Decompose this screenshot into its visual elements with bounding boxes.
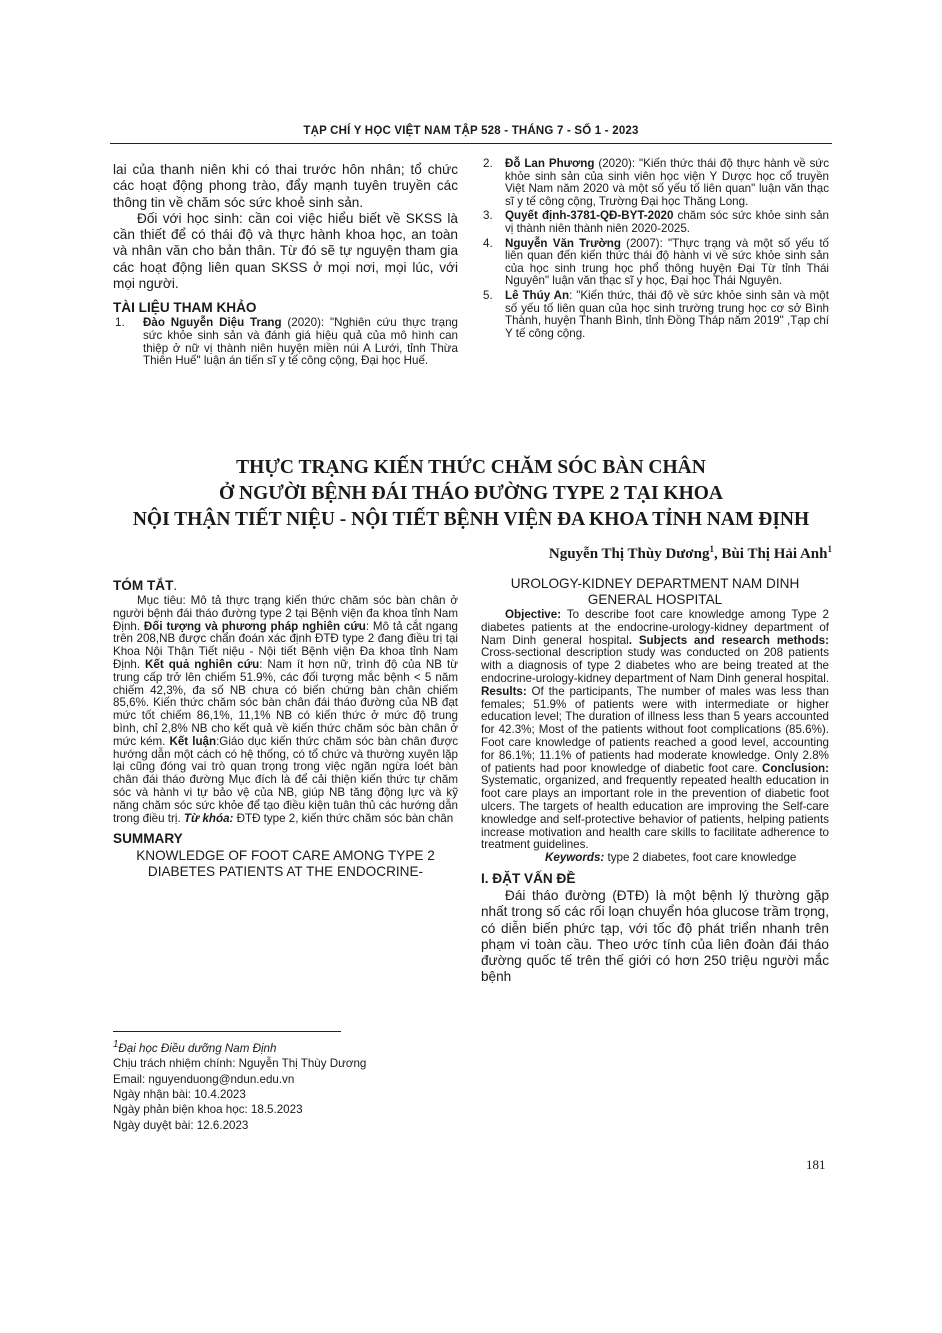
author-2-affiliation: 1 — [827, 544, 832, 554]
reference-detail: : "Kiến thức, thái độ về sức khỏe sinh sản và một số yếu tố liên quan của học sinh trường trung học cơ sở Bình Thành, huyện Thanh Bình, tỉnh Đồng Tháp năm 2019" ,Tạp chí Y tế công cộng. — [505, 288, 829, 340]
abstract-conclusion: :Giáo dục kiến thức chăm sóc bàn chân được hướng dẫn một cách có hệ thống, có tổ chức và thường xuyên lặp lại cũng đóng vai trò quan trọng trong việc ngăn ngừa loét bàn chân đái tháo đường Mục đích là để cải thiện kiến thức tự chăm sóc và hành vi tự bảo vệ của NB, giúp NB tăng động lực và kỹ năng chăm sóc sức khỏe để tạo điều kiện tuân thủ các hướng dẫn trong điều trị. — [113, 734, 458, 825]
reference-number: 4. — [483, 236, 493, 250]
reference-item — [481, 158, 829, 208]
reference-text — [505, 238, 829, 288]
intro-heading: I. ĐẶT VẤN ĐỀ — [481, 870, 576, 886]
reference-text — [505, 210, 829, 235]
reference-item — [481, 210, 829, 235]
summary-title-part-2: UROLOGY-KIDNEY DEPARTMENT NAM DINH GENERAL HOSPITAL — [510, 576, 800, 607]
summary-title-part-1: KNOWLEDGE OF FOOT CARE AMONG TYPE 2 DIABETES PATIENTS AT THE ENDOCRINE- — [136, 848, 435, 880]
prev-article-right — [481, 158, 829, 342]
reference-detail: (2020): "Kiến thức thái độ thực hành về sức khỏe sinh sản của sinh viên học viện Y Dược học cổ truyền Việt Nam năm 2020 và một số yếu tố liên quan" luận văn thạc sĩ y tế công cộng, Trường Đại học Thăng Long. — [505, 157, 829, 208]
summary-keywords: type 2 diabetes, foot care knowledge — [604, 851, 797, 865]
reference-number: 1. — [115, 316, 125, 330]
reference-text — [143, 317, 458, 367]
summary-objective: To describe foot care knowledge among Type 2 diabetes patients at the endocrine-urology-kidney department of Nam Dinh general hospital — [481, 608, 829, 647]
summary-methods: Cross-sectional description study was conducted on 208 patients with a diagnosis of type 2 diabetes who are being treated at the endocrine-urology-kidney department of Nam Dinh general hospital. — [481, 646, 830, 685]
label-keywords-en: Keywords: — [545, 851, 605, 865]
title-line-3: NỘI THẬN TIẾT NIỆU - NỘI TIẾT BỆNH VIỆN ĐA KHOA TỈNH NAM ĐỊNH — [132, 509, 810, 530]
label-methods: Đối tượng và phương pháp nghiên cứu — [143, 619, 366, 633]
footnote-received: Ngày nhận bài: 10.4.2023 — [113, 1088, 246, 1102]
reference-author: Nguyễn Văn Trường — [505, 236, 621, 250]
label-methods-en: . Subjects and research methods: — [628, 633, 829, 647]
references-title: TÀI LIỆU THAM KHẢO — [113, 300, 257, 316]
footnotes — [113, 1037, 458, 1133]
reference-detail: chăm sóc sức khỏe sinh sản vị thành niên thành niên 2020-2025. — [505, 209, 829, 235]
header-rule — [110, 143, 832, 144]
summary-results: Of the participants, The number of males was less than females; 51.9% of patients were with intermediate or higher education level; The duration of illness less than 5 years accounted for 42.3%; Most of the patients without foot complications (85.6%). Foot care knowledge of patients reached a good level, accounting for 86.1%; 11.1% of patients had moderate knowledge. Only 2.8% of patients had poor knowledge of diabetic foot care. — [481, 684, 829, 775]
summary-keywords-line — [481, 852, 829, 865]
abstract-heading-dot: . — [173, 578, 178, 593]
abstract-methods: : Mô tả cắt ngang trên 208,NB được chẩn đoán xác định ĐTĐ type 2 đang điều trị tại Khoa Nội Thận Tiết niệu - Nội tiết Bệnh viện Đa khoa tỉnh Nam Định. — [113, 619, 458, 671]
summary-heading: SUMMARY — [113, 831, 183, 847]
author-separator: , — [713, 546, 722, 562]
abstract-heading — [113, 578, 458, 593]
prev-paragraph-1: lai của thanh niên khi có thai trước hôn nhân; tổ chức các hoạt động phong trào, đẩy mạnh tuyên truyền các thông tin về chăm sóc sức khoẻ sinh sản. — [113, 162, 458, 210]
article-authors — [549, 544, 832, 563]
reference-detail: (2007): "Thực trạng và một số yếu tố liên quan đến kiến thức thái độ hành vi về sức khỏe sinh sản của học sinh trung học phổ thông huyện Đại Từ tỉnh Thái Nguyên" luận văn thạc sĩ y học, Đại học Thái Nguyên. — [505, 236, 829, 288]
summary-right-column — [481, 576, 829, 986]
reference-item — [113, 317, 458, 367]
reference-author: Lê Thúy An — [505, 288, 570, 302]
label-objective: Mục tiêu — [137, 594, 183, 607]
reference-number: 3. — [483, 209, 493, 223]
reference-author: Quyết định-3781-QĐ-BYT-2020 — [505, 209, 674, 223]
reference-text — [505, 290, 829, 340]
abstract-keywords: ĐTĐ type 2, kiến thức chăm sóc bàn chân — [233, 811, 454, 825]
reference-number: 2. — [483, 157, 493, 170]
author-1-affiliation: 1 — [709, 544, 714, 554]
reference-item — [481, 290, 829, 340]
label-objective-en: Objective: — [505, 608, 562, 621]
label-conclusion: Kết luận — [169, 734, 217, 748]
footnote-approved: Ngày duyệt bài: 12.6.2023 — [113, 1118, 249, 1132]
author-1: Nguyễn Thị Thùy Dương — [548, 546, 710, 562]
article-title — [100, 455, 842, 533]
reference-author: Đào Nguyễn Diệu Trang — [143, 316, 282, 330]
label-results-en: Results: — [481, 684, 527, 698]
page-number: 181 — [806, 1157, 826, 1172]
reference-item — [481, 238, 829, 288]
footnote-email: Email: nguyenduong@ndun.edu.vn — [113, 1072, 295, 1086]
summary-text — [481, 609, 829, 852]
title-line-1: THỰC TRẠNG KIẾN THỨC CHĂM SÓC BÀN CHÂN — [236, 457, 706, 478]
abstract-results: : Nam ít hơn nữ, trình độ của NB từ trung cấp trở lên chiếm 51.9%, các đối tượng mắc bệnh < 5 năm chiếm 42,3%, đa số NB chưa có biến chứng bàn chân chiếm 85,6%. Kiến thức chăm sóc bàn chân đái tháo đường của NB đạt mức tốt chiếm 86,1%, 11,1% NB có kiến thức ở mức độ trung bình, chỉ 2,8% NB cho kết quả về kiến thức chăm sóc bàn chân ở mức kém. — [113, 657, 458, 748]
author-2: Bùi Thị Hải Anh — [721, 546, 828, 562]
label-results: Kết quả nghiên cứu — [145, 657, 260, 671]
footnote-responsible: Chịu trách nhiệm chính: Nguyễn Thị Thùy Dương — [113, 1057, 367, 1071]
affiliation-text: Đại học Điều dưỡng Nam Định — [118, 1041, 277, 1055]
label-conclusion-en: Conclusion: — [762, 761, 829, 775]
affiliation-sup: 1 — [113, 1039, 119, 1050]
reference-number: 5. — [483, 288, 493, 302]
intro-text: Đái tháo đường (ĐTĐ) là một bệnh lý thường gặp nhất trong số các rối loạn chuyển hóa glucose trầm trọng, có diễn biến phức tạp, với tốc độ phát triển nhanh trên phạm vi toàn cầu. Theo ước tính của liên đoàn đái tháo đường quốc tế trên thế giới có hơn 250 triệu người mắc bệnh — [481, 887, 829, 985]
footnote-rule — [113, 1031, 341, 1032]
summary-conclusion: Systematic, organized, and frequently repeated health education in foot care plays an important role in the prevention of diabetic foot ulcers. The targets of health education are improving the Self-care knowledge and self-protective behavior of patients, helping patients increase motivation and health care skills to facilitate adherence to treatment guidelines. — [481, 774, 829, 852]
title-line-2: Ở NGƯỜI BỆNH ĐÁI THÁO ĐƯỜNG TYPE 2 TẠI KHOA — [219, 483, 723, 504]
reference-text — [505, 158, 829, 208]
abstract-left-column — [113, 578, 458, 880]
journal-header: TẠP CHÍ Y HỌC VIỆT NAM TẬP 528 - THÁNG 7 - SỐ 1 - 2023 — [303, 125, 639, 137]
abstract-heading-text: TÓM TẮT — [113, 578, 174, 593]
footnote-reviewed: Ngày phản biện khoa học: 18.5.2023 — [113, 1103, 303, 1117]
prev-paragraph-2: Đối với học sinh: cần coi việc hiểu biết về SKSS là cần thiết để có thái độ và thực hành khoa học, an toàn và nhân văn cho bản thân. Từ đó sẽ tự nguyện tham gia các hoạt động liên quan SKSS ở mọi nơi, mọi lúc, với mọi người. — [113, 210, 458, 292]
abstract-objective: : Mô tả thực trạng kiến thức chăm sóc bàn chân ở người bệnh đái tháo đường type 2 tại Bệnh viện đa khoa tỉnh Nam Định. — [113, 594, 458, 633]
label-keywords: Từ khóa: — [183, 811, 234, 825]
footnote-affiliation — [113, 1037, 458, 1056]
abstract-vi-text — [113, 595, 458, 825]
prev-article-left — [113, 162, 458, 370]
reference-author: Đỗ Lan Phương — [505, 157, 595, 170]
reference-detail: (2020): "Nghiên cứu thực trạng sức khỏe sinh sản và đánh giá hiệu quả của mô hình can thiệp ở nữ vị thành niên huyện miền núi A Lưới, tỉnh Thừa Thiên Huế" luận án tiến sĩ y tế công cộng, Đại học Huế. — [143, 316, 458, 368]
